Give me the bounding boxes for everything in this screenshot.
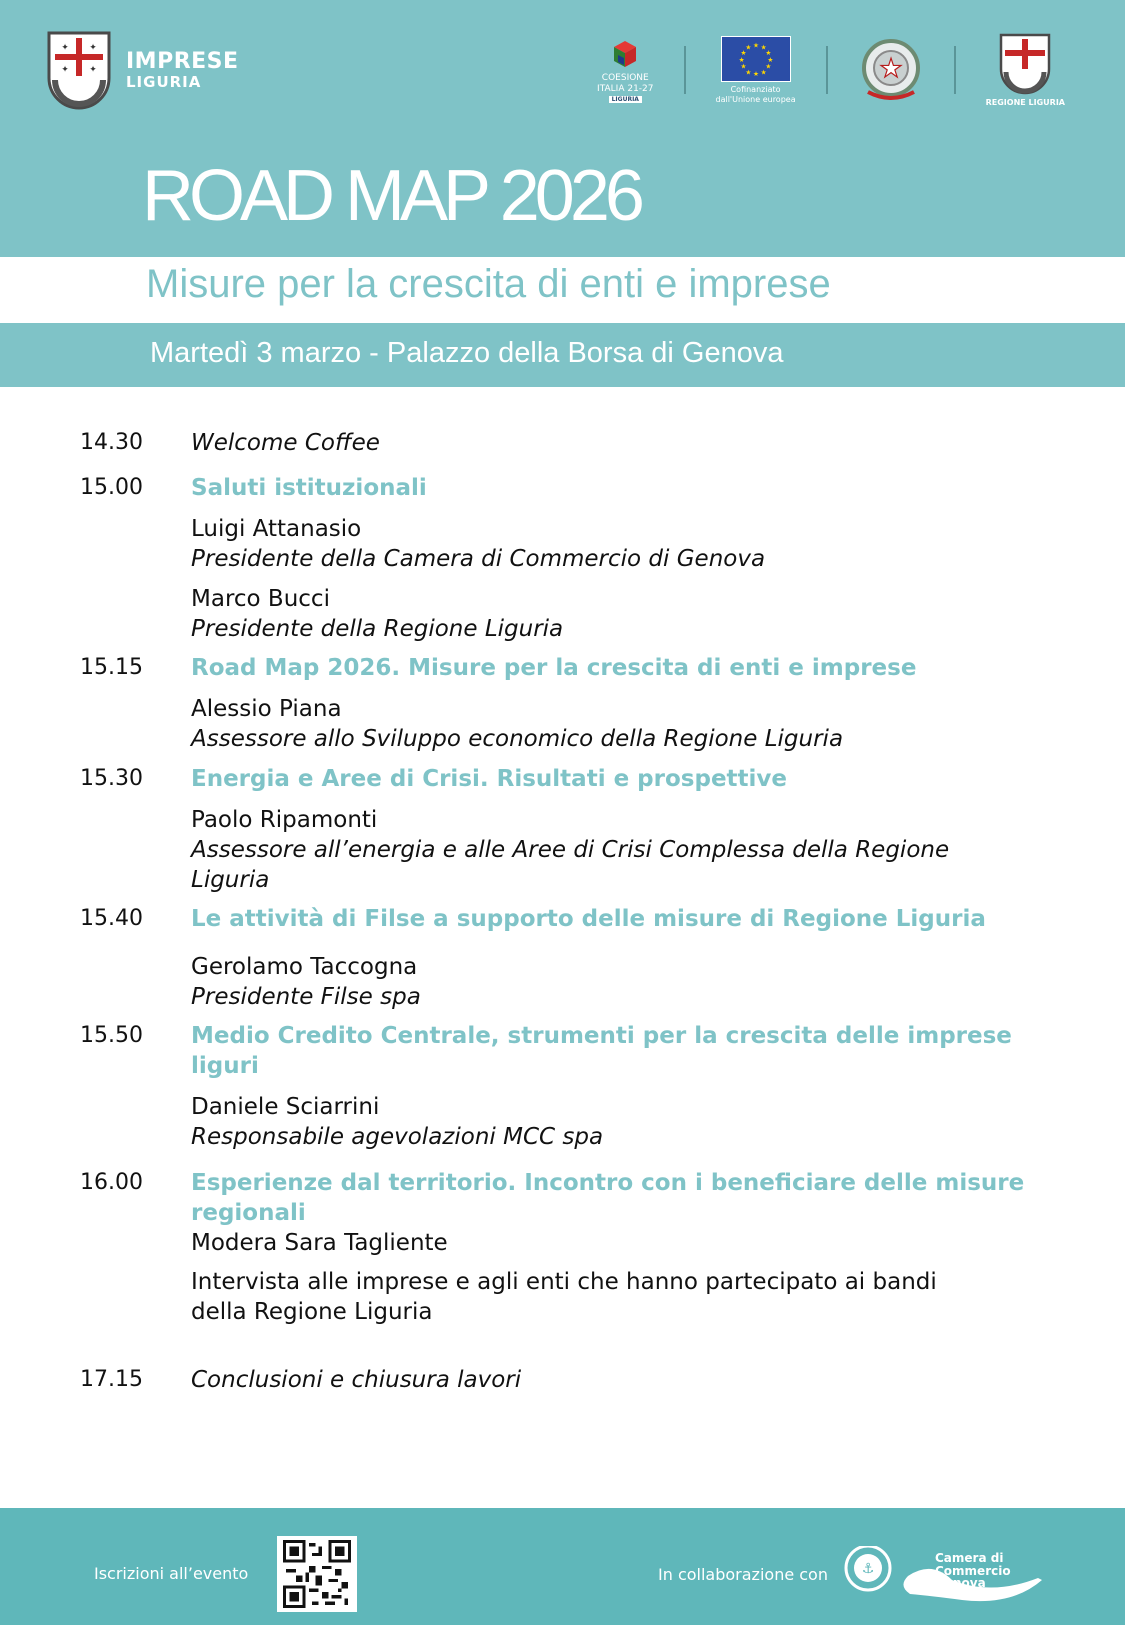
- partner-logos: [597, 30, 1065, 110]
- svg-text:✦: ✦: [89, 65, 97, 75]
- coesione-line1: COESIONE: [601, 73, 649, 84]
- speaker-name: Intervista alle imprese e agli enti che hanno partecipato ai bandi: [191, 1269, 937, 1295]
- agenda-content: [191, 514, 1051, 574]
- speaker-role: Responsabile agevolazioni MCC spa: [191, 1124, 604, 1150]
- eu-line2: dall'Unione europea: [715, 94, 796, 104]
- svg-text:★: ★: [752, 41, 759, 50]
- speaker-name: Marco Bucci: [191, 586, 330, 612]
- brand-liguria: LIGURIA: [126, 72, 202, 91]
- agenda-content: [191, 653, 1051, 683]
- agenda-content: [191, 904, 1051, 934]
- regione-liguria-logo: [986, 33, 1065, 107]
- agenda-content: [191, 764, 1051, 794]
- qr-code-icon: [281, 1540, 353, 1608]
- regione-label: REGIONE LIGURIA: [985, 98, 1065, 107]
- agenda-content: [191, 1092, 1051, 1152]
- register-label: Iscrizioni all’evento: [94, 1564, 249, 1583]
- agenda-content: [191, 1168, 1051, 1258]
- speaker-name: Modera Sara Tagliente: [191, 1230, 448, 1256]
- coesione-line2: ITALIA 21-27: [597, 83, 654, 94]
- svg-text:★: ★: [740, 49, 747, 58]
- session-title: regionali: [191, 1200, 306, 1226]
- speaker-role: Presidente Filse spa: [191, 984, 421, 1010]
- camera-commercio-logo: [842, 1546, 1082, 1606]
- agenda-content: [191, 805, 1051, 895]
- agenda-content: [191, 1267, 1051, 1327]
- svg-text:★: ★: [766, 56, 773, 65]
- svg-text:★: ★: [760, 68, 767, 77]
- svg-text:★: ★: [740, 62, 747, 71]
- session-title: Saluti istituzionali: [191, 475, 427, 501]
- agenda-time: 15.15: [80, 655, 143, 680]
- page-title: ROAD MAP 2026: [142, 156, 640, 236]
- svg-text:✦: ✦: [89, 43, 97, 53]
- coesione-sub: LIGURIA: [609, 96, 642, 103]
- agenda-content: [191, 952, 1051, 1012]
- agenda-content: [191, 428, 1051, 458]
- qr-code[interactable]: [277, 1536, 357, 1612]
- coesione-italia-logo: [597, 37, 653, 103]
- agenda-content: [191, 1365, 1051, 1395]
- camera-line2: Genova: [935, 1576, 986, 1591]
- italian-emblem-icon: [858, 34, 924, 106]
- speaker-role: Liguria: [191, 867, 270, 893]
- speaker-role: Assessore allo Sviluppo economico della Regione Liguria: [191, 726, 844, 752]
- event-date-location: Martedì 3 marzo - Palazzo della Borsa di Genova: [150, 337, 784, 369]
- svg-text:★: ★: [744, 68, 751, 77]
- session-title: Medio Credito Centrale, strumenti per la crescita delle imprese: [191, 1023, 1012, 1049]
- session-title: Le attività di Filse a supporto delle misure di Regione Liguria: [191, 906, 986, 932]
- imprese-liguria-logo: [46, 30, 239, 110]
- speaker-role: Presidente della Regione Liguria: [191, 616, 564, 642]
- regione-shield-icon: [999, 33, 1051, 95]
- svg-text:★: ★: [752, 70, 759, 79]
- agenda-time: 15.50: [80, 1023, 143, 1048]
- svg-text:★: ★: [878, 54, 903, 84]
- divider: [826, 46, 828, 94]
- svg-text:★: ★: [764, 49, 771, 58]
- agenda-content: [191, 584, 1051, 644]
- svg-text:★: ★: [760, 43, 767, 52]
- svg-text:⚓: ⚓: [861, 1561, 875, 1577]
- eu-line1: Cofinanziato: [730, 85, 781, 95]
- brand-imprese: IMPRESE: [126, 48, 239, 74]
- speaker-name: Gerolamo Taccogna: [191, 954, 418, 980]
- speaker-role: Conclusioni e chiusura lavori: [191, 1367, 522, 1393]
- page-subtitle: Misure per la crescita di enti e imprese: [146, 262, 831, 306]
- session-title: Energia e Aree di Crisi. Risultati e prospettive: [191, 766, 788, 792]
- agenda-time: 15.00: [80, 475, 143, 500]
- svg-text:★: ★: [744, 43, 751, 52]
- divider: [954, 46, 956, 94]
- repubblica-italiana-emblem: [858, 34, 924, 106]
- agenda-time: 17.15: [80, 1367, 143, 1392]
- agenda-time: 16.00: [80, 1170, 143, 1195]
- session-title: liguri: [191, 1053, 259, 1079]
- speaker-name: Luigi Attanasio: [191, 516, 362, 542]
- collab-label: In collaborazione con: [658, 1565, 828, 1584]
- eu-logo: [716, 36, 796, 103]
- speaker-name: della Regione Liguria: [191, 1299, 433, 1325]
- session-title: Esperienze dal territorio. Incontro con i beneficiare delle misure: [191, 1170, 1025, 1196]
- footer-band: [0, 1508, 1125, 1625]
- svg-text:★: ★: [764, 62, 771, 71]
- svg-text:✦: ✦: [61, 65, 69, 75]
- liguria-shield-icon: [46, 30, 112, 110]
- speaker-role: Assessore all’energia e alle Aree di Crisi Complessa della Regione: [191, 837, 950, 863]
- speaker-name: Daniele Sciarrini: [191, 1094, 380, 1120]
- agenda-content: [191, 1021, 1051, 1081]
- svg-text:★: ★: [738, 56, 745, 65]
- agenda-time: 14.30: [80, 430, 143, 455]
- session-title: Road Map 2026. Misure per la crescita di enti e imprese: [191, 655, 917, 681]
- coesione-cube-icon: [608, 37, 642, 71]
- speaker-role: Welcome Coffee: [191, 430, 380, 456]
- speaker-name: Paolo Ripamonti: [191, 807, 378, 833]
- agenda-time: 15.30: [80, 766, 143, 791]
- header-band: [0, 0, 1125, 257]
- eu-flag-icon: [721, 36, 791, 82]
- camera-line1: Camera di Commercio: [935, 1551, 1011, 1578]
- svg-text:✦: ✦: [61, 43, 69, 53]
- speaker-name: Alessio Piana: [191, 696, 342, 722]
- speaker-role: Presidente della Camera di Commercio di Genova: [191, 546, 766, 572]
- agenda-time: 15.40: [80, 906, 143, 931]
- date-band: [0, 323, 1125, 387]
- divider: [684, 46, 686, 94]
- agenda-content: [191, 694, 1051, 754]
- agenda-content: [191, 473, 1051, 503]
